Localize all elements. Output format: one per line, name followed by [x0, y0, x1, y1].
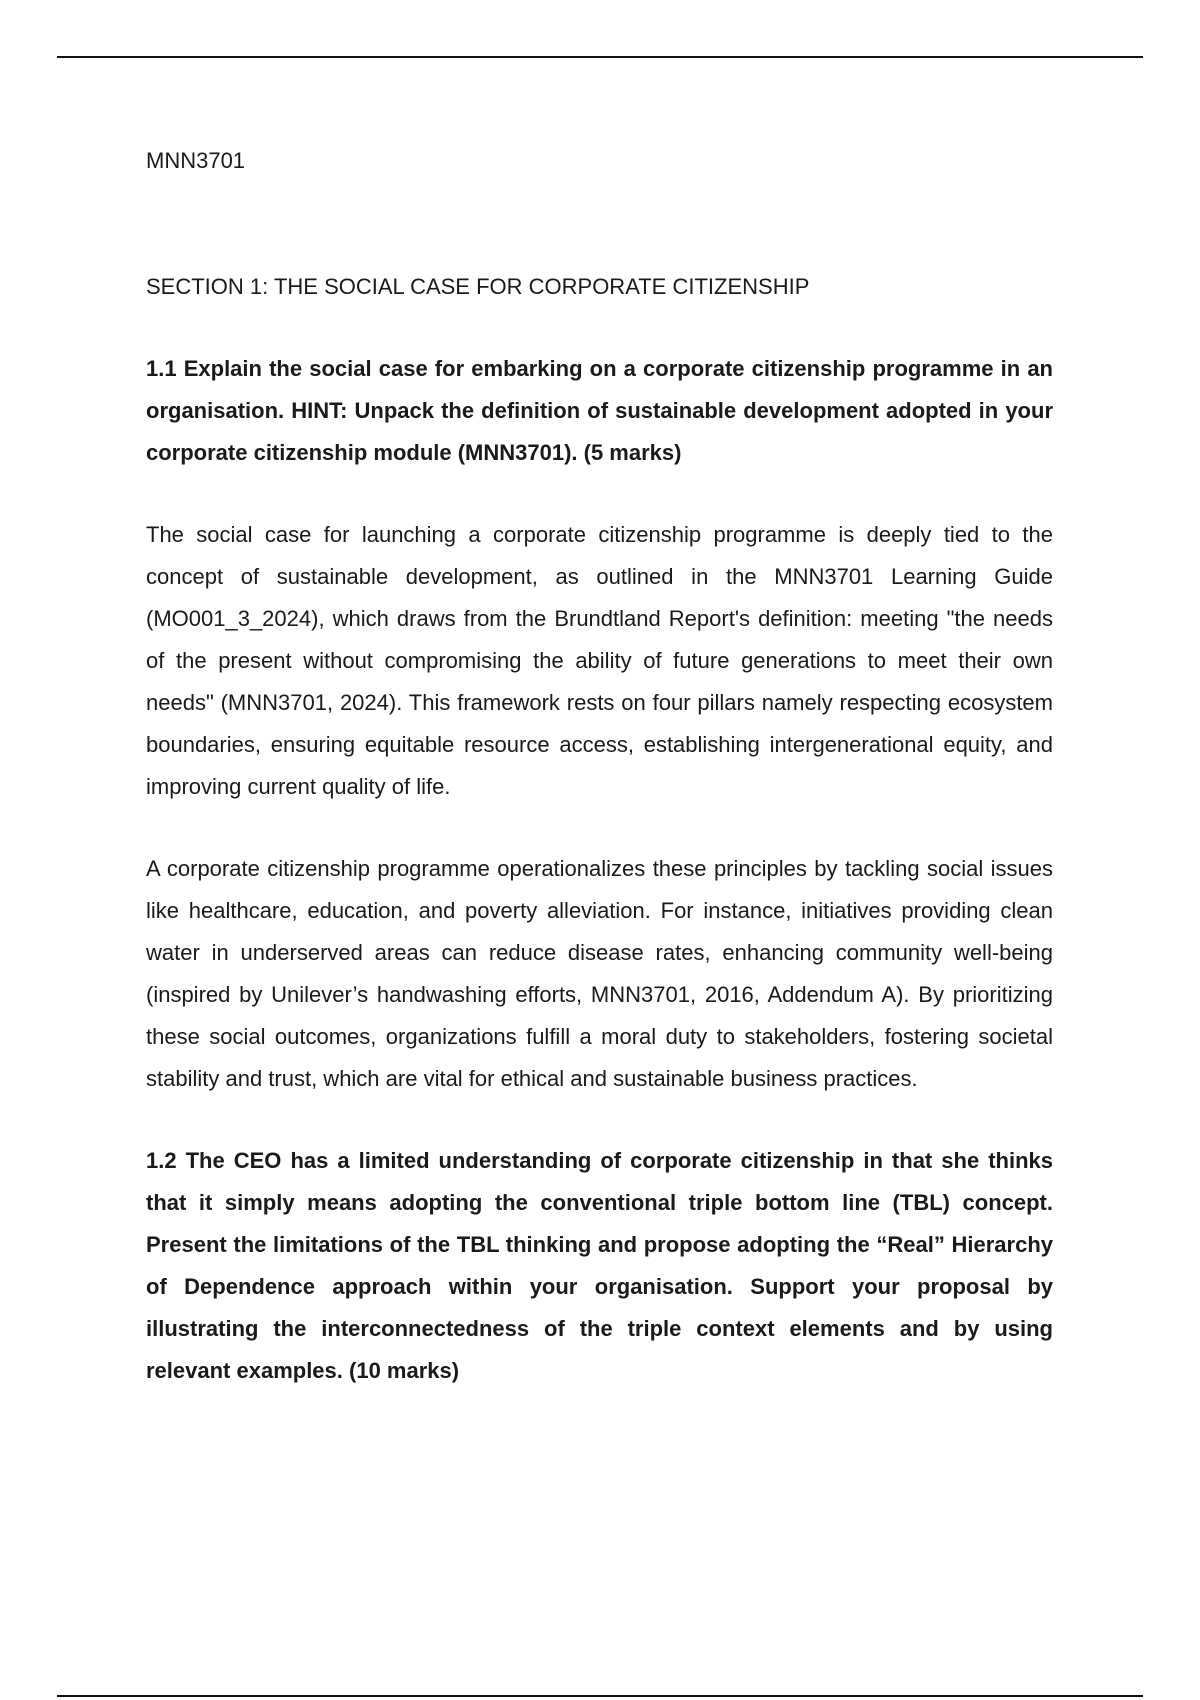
question-1-1: 1.1 Explain the social case for embarking on a corporate citizenship programme in an organisation. HINT: Unpack the definition of sustainable development adopted in your corporate citizenship module (MNN3701). (5 marks): [146, 356, 1053, 465]
document-body: [146, 140, 1053, 1392]
section-title: SECTION 1: THE SOCIAL CASE FOR CORPORATE CITIZENSHIP: [146, 274, 810, 299]
answer-paragraph: A corporate citizenship programme operationalizes these principles by tackling social issues like healthcare, education, and poverty alleviation. For instance, initiatives providing clean water in underserved areas can reduce disease rates, enhancing community well-being (inspired by Unilever’s handwashing efforts, MNN3701, 2016, Addendum A). By prioritizing these social outcomes, organizations fulfill a moral duty to stakeholders, fostering societal stability and trust, which are vital for ethical and sustainable business practices.: [146, 856, 1053, 1091]
page-bottom-divider: [57, 1695, 1143, 1697]
question-1-2: 1.2 The CEO has a limited understanding of corporate citizenship in that she thinks that it simply means adopting the conventional triple bottom line (TBL) concept. Present the limitations of the TBL thinking and propose adopting the “Real” Hierarchy of Dependence approach within your organisation. Support your proposal by illustrating the interconnectedness of the triple context elements and by using relevant examples. (10 marks): [146, 1148, 1053, 1383]
course-code: MNN3701: [146, 148, 246, 173]
answer-paragraph: The social case for launching a corporate citizenship programme is deeply tied to the concept of sustainable development, as outlined in the MNN3701 Learning Guide (MO001_3_2024), which draws from the Brundtland Report's definition: meeting "the needs of the present without compromising the ability of future generations to meet their own needs" (MNN3701, 2024). This framework rests on four pillars namely respecting ecosystem boundaries, ensuring equitable resource access, establishing intergenerational equity, and improving current quality of life.: [146, 522, 1053, 799]
page-top-divider: [57, 56, 1143, 58]
